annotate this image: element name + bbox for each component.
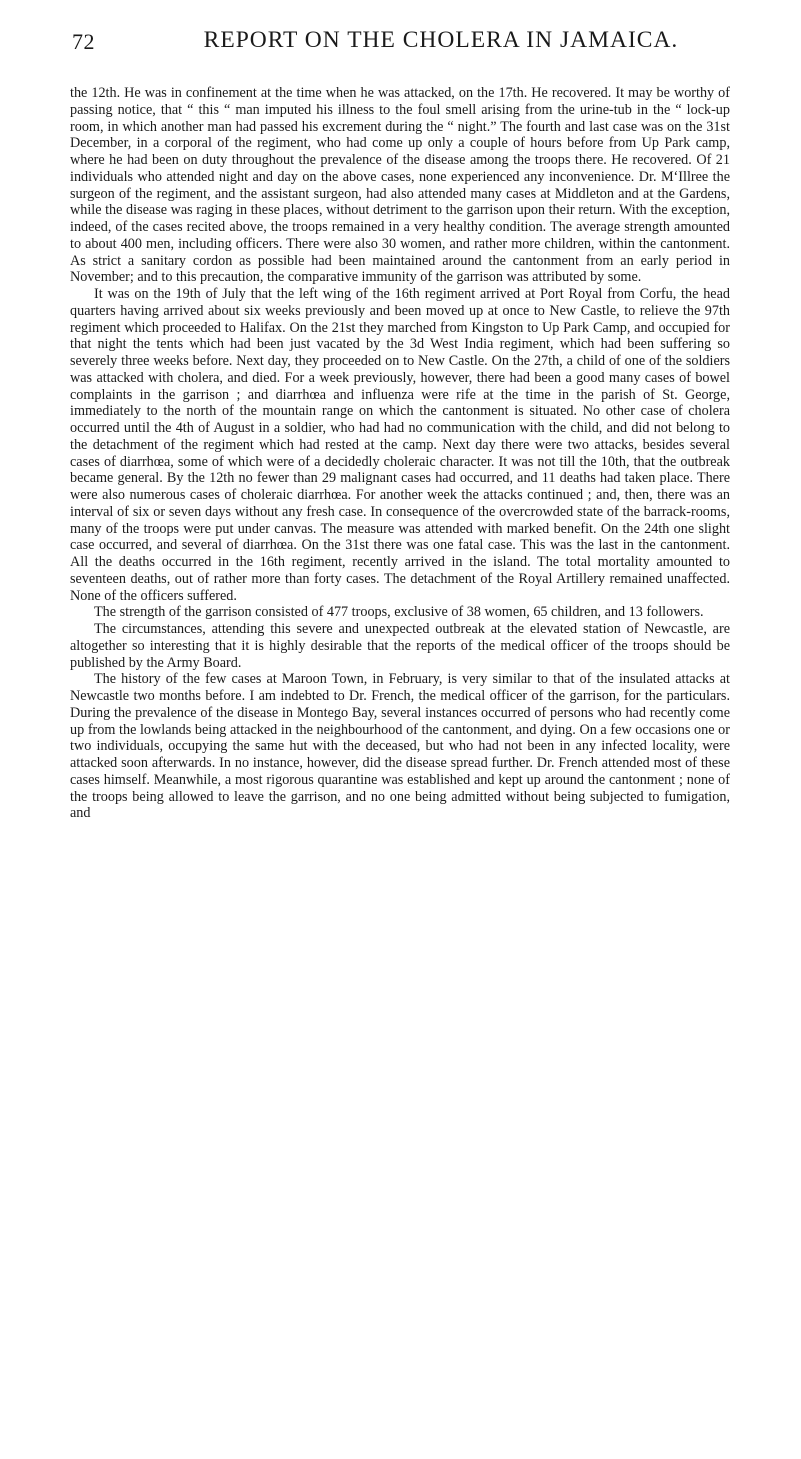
page-number: 72 (72, 29, 95, 54)
book-page (70, 0, 730, 822)
paragraph-newcastle-outbreak: The circumstances, attending this severe and unexpected outbreak at the elevated station of Newcastle, are altogether so interesting that it is highly desirable that the reports of the medical officer of the troops should be published by the Army Board. (70, 621, 730, 671)
paragraph-continuation: the 12th. He was in confinement at the time when he was attacked, on the 17th. He recovered. It may be worthy of passing notice, that “ this “ man imputed his illness to the foul smell arising from the urine-tub in the “ lock-up room, in which another man had passed his excrement during the “ night.” The fourth and last case was on the 31st December, in a corporal of the regiment, who had come up only a couple of hours before from Up Park camp, where he had been on duty throughout the prevalence of the disease among the troops there. He recovered. Of 21 individuals who attended night and day on the above cases, none experienced any inconvenience. Dr. M‘Illree the surgeon of the regiment, and the assistant surgeon, had also attended many cases at Middleton and at the Gardens, while the disease was raging in these places, without detriment to the garrison upon their return. With the exception, indeed, of the cases recited above, the troops remained in a very healthy condition. The average strength amounted to about 400 men, including officers. There were also 30 women, and rather more children, within the cantonment. As strict a sanitary cordon as possible had been maintained around the cantonment from an early period in November; and to this precaution, the comparative immunity of the garrison was attributed by some. (70, 85, 730, 286)
body-text (70, 85, 730, 822)
paragraph-garrison-strength: The strength of the garrison consisted of 477 troops, exclusive of 38 women, 65 children, and 13 followers. (94, 604, 704, 621)
page-header (70, 0, 730, 72)
running-title: REPORT ON THE CHOLERA IN JAMAICA. (203, 27, 679, 53)
paragraph-maroon-town: The history of the few cases at Maroon Town, in February, is very similar to that of the insulated attacks at Newcastle two months before. I am indebted to Dr. French, the medical officer of the garrison, for the particulars. During the prevalence of the disease in Montego Bay, several instances occurred of persons who had recently come up from the lowlands being attacked in the neighbourhood of the cantonment, and dying. On a few occasions one or two individuals, occupying the same hut with the deceased, but who had not been in any infected locality, were attacked soon afterwards. In no instance, however, did the disease spread further. Dr. French attended most of these cases himself. Meanwhile, a most rigorous quarantine was established and kept up around the cantonment ; none of the troops being allowed to leave the garrison, and no one being admitted without being subjected to fumigation, and (70, 671, 730, 822)
paragraph-16th-regiment: It was on the 19th of July that the left wing of the 16th regiment arrived at Port Royal from Corfu, the head quarters having arrived about six weeks previously and been moved up at once to New Castle, to relieve the 97th regiment which proceeded to Halifax. On the 21st they marched from Kingston to Up Park Camp, and occupied for that night the tents which had been just vacated by the 3d West India regiment, which had been suffering so severely three weeks before. Next day, they proceeded on to New Castle. On the 27th, a child of one of the soldiers was attacked with cholera, and died. For a week previously, however, there had been a good many cases of bowel complaints in the garrison ; and diarrhœa and influenza were rife at the time in the parish of St. George, immediately to the north of the mountain range on which the cantonment is situated. No other case of cholera occurred until the 4th of August in a soldier, who had had no communication with the child, and did not belong to the detachment of the regiment which had rested at the camp. Next day there were two attacks, besides several cases of diarrhœa, some of which were of a decidedly choleraic character. It was not till the 10th, that the outbreak became general. By the 12th no fewer than 29 malignant cases had occurred, and 11 deaths had taken place. There were also numerous cases of choleraic diarrhœa. For another week the attacks continued ; and, then, there was an interval of six or seven days without any fresh case. In consequence of the overcrowded state of the barrack-rooms, many of the troops were put under canvas. The measure was attended with marked benefit. On the 24th one slight case occurred, and several of diarrhœa. On the 31st there was one fatal case. This was the last in the cantonment. All the deaths occurred in the 16th regiment, recently arrived in the island. The total mortality amounted to seventeen deaths, out of rather more than forty cases. The detachment of the Royal Artillery remained unaffected. None of the officers suffered. (70, 286, 730, 604)
